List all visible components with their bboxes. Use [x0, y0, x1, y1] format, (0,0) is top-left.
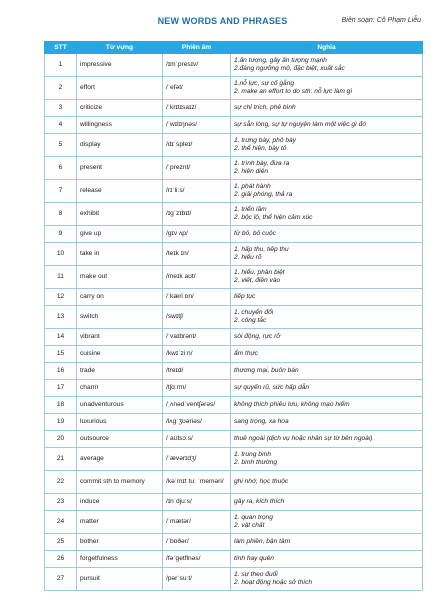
author-credit: Biên soạn: Cô Phạm Liễu: [341, 17, 421, 24]
row-number: 15: [45, 346, 77, 363]
meaning-line: 1. triển lãm: [234, 206, 267, 214]
phonetic-transcription: /ɪnˈdjuːs/: [163, 494, 231, 511]
meaning-cell: [231, 397, 423, 414]
row-number: 25: [45, 534, 77, 551]
meaning-cell: [231, 117, 423, 134]
vocabulary-word: vibrant: [77, 329, 163, 346]
table-body: [45, 54, 423, 591]
meaning-cell: [231, 203, 423, 226]
column-header-word: Từ vựng: [77, 42, 163, 54]
meaning-cell: [231, 134, 423, 157]
vocabulary-word: charm: [77, 380, 163, 397]
vocabulary-word: carry on: [77, 289, 163, 306]
meaning-cell: [231, 77, 423, 100]
meaning-line: tính hay quên: [234, 555, 274, 563]
meaning-line: 2. bình thường: [234, 459, 277, 466]
row-number: 20: [45, 431, 77, 448]
meaning-cell: [231, 346, 423, 363]
row-number: 8: [45, 203, 77, 226]
meaning-cell: [231, 266, 423, 289]
vocabulary-word: pursuit: [77, 568, 163, 591]
meaning-cell: [231, 511, 423, 534]
phonetic-transcription: /ɪmˈpresɪv/: [163, 54, 231, 77]
meaning-cell: [231, 329, 423, 346]
meaning-line: sôi động, rực rỡ: [234, 333, 281, 341]
vocabulary-word: willingness: [77, 117, 163, 134]
meaning-cell: [231, 226, 423, 243]
meaning-cell: [231, 157, 423, 180]
phonetic-transcription: /fəˈɡetflnəs/: [163, 551, 231, 568]
table-row: [45, 431, 423, 448]
vocabulary-word: effort: [77, 77, 163, 100]
meaning-line: không thích phiêu lưu, không mạo hiểm: [234, 401, 350, 409]
meaning-line: 1. chuyển đổi: [234, 309, 274, 317]
phonetic-transcription: /kəˈmɪt tuː ˈmeməri/: [163, 471, 231, 494]
meaning-cell: [231, 431, 423, 448]
vocabulary-word: trade: [77, 363, 163, 380]
row-number: 10: [45, 243, 77, 266]
meaning-line: gây ra, kích thích: [234, 498, 285, 506]
meaning-line: ẩm thực: [234, 350, 258, 358]
table-row: [45, 289, 423, 306]
vocabulary-word: make out: [77, 266, 163, 289]
vocabulary-word: give up: [77, 226, 163, 243]
meaning-cell: [231, 568, 423, 591]
vocabulary-word: present: [77, 157, 163, 180]
row-number: 6: [45, 157, 77, 180]
meaning-line: sự chỉ trích, phê bình: [234, 104, 296, 112]
row-number: 1: [45, 54, 77, 77]
table-row: [45, 551, 423, 568]
vocabulary-word: forgetfulness: [77, 551, 163, 568]
meaning-line: 2. vật chất: [234, 522, 265, 529]
meaning-line: 1. trình bày, đưa ra: [234, 160, 290, 168]
meaning-line: thuê ngoài (dịch vụ hoặc nhân sự từ bên ngoài): [234, 435, 373, 443]
row-number: 22: [45, 471, 77, 494]
row-number: 23: [45, 494, 77, 511]
meaning-line: 1. quan trọng: [234, 514, 273, 522]
meaning-line: 1. hiểu, phân biệt: [234, 269, 285, 277]
vocabulary-word: bother: [77, 534, 163, 551]
phonetic-transcription: /ˈefət/: [163, 77, 231, 100]
phonetic-transcription: /ˈævərɪdʒ/: [163, 448, 231, 471]
table-row: [45, 329, 423, 346]
row-number: 9: [45, 226, 77, 243]
phonetic-transcription: /ɡɪv ʌp/: [163, 226, 231, 243]
vocabulary-word: switch: [77, 306, 163, 329]
meaning-line: 2. công tắc: [234, 317, 267, 324]
phonetic-transcription: /lʌɡˈʒʊəriəs/: [163, 414, 231, 431]
meaning-line: 1. sự theo đuổi: [234, 571, 278, 579]
meaning-line: 1. trưng bày, phô bày: [234, 137, 296, 145]
meaning-line: 2. bộc lộ, thể hiện cảm xúc: [234, 214, 313, 221]
vocabulary-word: matter: [77, 511, 163, 534]
meaning-line: 2. thể hiện, bày tỏ: [234, 145, 287, 152]
vocabulary-word: display: [77, 134, 163, 157]
table-row: [45, 534, 423, 551]
meaning-cell: [231, 180, 423, 203]
page-title: NEW WORDS AND PHRASES: [157, 16, 288, 26]
table-row: [45, 397, 423, 414]
meaning-line: 2. giải phóng, thả ra: [234, 191, 293, 198]
vocabulary-word: take in: [77, 243, 163, 266]
row-number: 18: [45, 397, 77, 414]
row-number: 5: [45, 134, 77, 157]
row-number: 27: [45, 568, 77, 591]
meaning-line: sự sẵn lòng, sự tự nguyện làm một việc gì đó: [234, 121, 367, 129]
meaning-line: sự quyến rũ, sức hấp dẫn: [234, 384, 310, 392]
row-number: 14: [45, 329, 77, 346]
table-header-row: [45, 42, 423, 54]
table-row: [45, 346, 423, 363]
table-row: [45, 54, 423, 77]
phonetic-transcription: /ɪɡˈzɪbɪt/: [163, 203, 231, 226]
table-row: [45, 117, 423, 134]
table-row: [45, 363, 423, 380]
vocabulary-word: unadventurous: [77, 397, 163, 414]
row-number: 26: [45, 551, 77, 568]
column-header-meaning: Nghĩa: [231, 42, 423, 54]
column-header-stt: STT: [45, 42, 77, 54]
table-row: [45, 568, 423, 591]
phonetic-transcription: /meɪk aʊt/: [163, 266, 231, 289]
meaning-line: 2. hoạt động hoặc sở thích: [234, 579, 313, 586]
row-number: 3: [45, 100, 77, 117]
vocabulary-word: induce: [77, 494, 163, 511]
row-number: 4: [45, 117, 77, 134]
phonetic-transcription: /rɪˈliːs/: [163, 180, 231, 203]
phonetic-transcription: /ˈvaɪbrənt/: [163, 329, 231, 346]
row-number: 19: [45, 414, 77, 431]
meaning-line: 1. trung bình: [234, 451, 272, 459]
row-number: 11: [45, 266, 77, 289]
vocabulary-word: exhibit: [77, 203, 163, 226]
meaning-line: 2. make an effort to do sth: nỗ lực làm gì: [234, 88, 353, 95]
meaning-cell: [231, 551, 423, 568]
vocabulary-word: cuisine: [77, 346, 163, 363]
row-number: 24: [45, 511, 77, 534]
vocabulary-word: outsource: [77, 431, 163, 448]
meaning-line: 2.đáng ngưỡng mộ, đặc biệt, xuất sắc: [234, 65, 345, 72]
meaning-cell: [231, 54, 423, 77]
phonetic-transcription: /ˈbɒðər/: [163, 534, 231, 551]
row-number: 13: [45, 306, 77, 329]
phonetic-transcription: /ˈwɪlɪŋnəs/: [163, 117, 231, 134]
meaning-cell: [231, 448, 423, 471]
phonetic-transcription: /swɪtʃ/: [163, 306, 231, 329]
phonetic-transcription: /ˌʌnədˈventʃərəs/: [163, 397, 231, 414]
vocabulary-word: commit sth to memory: [77, 471, 163, 494]
phonetic-transcription: /kwɪˈziːn/: [163, 346, 231, 363]
row-number: 12: [45, 289, 77, 306]
table-row: [45, 414, 423, 431]
vocabulary-word: criticize: [77, 100, 163, 117]
meaning-cell: [231, 534, 423, 551]
meaning-line: từ bỏ, bỏ cuộc: [234, 230, 276, 238]
meaning-cell: [231, 494, 423, 511]
table-row: [45, 494, 423, 511]
meaning-cell: [231, 471, 423, 494]
vocabulary-word: release: [77, 180, 163, 203]
meaning-line: 2. hiện diện: [234, 168, 269, 175]
table-row: [45, 100, 423, 117]
row-number: 16: [45, 363, 77, 380]
meaning-cell: [231, 243, 423, 266]
table-row: [45, 134, 423, 157]
meaning-line: 2. hiểu rõ: [234, 254, 262, 261]
vocabulary-word: average: [77, 448, 163, 471]
meaning-cell: [231, 100, 423, 117]
meaning-line: ghi nhớ, học thuộc: [234, 478, 289, 486]
table-row: [45, 448, 423, 471]
phonetic-transcription: /tʃɑːrm/: [163, 380, 231, 397]
table-row: [45, 471, 423, 494]
phonetic-transcription: /ˈpreznt/: [163, 157, 231, 180]
column-header-ipa: Phiên âm: [163, 42, 231, 54]
meaning-line: 1.nỗ lực, sự cố gắng: [234, 80, 295, 88]
phonetic-transcription: /dɪˈspleɪ/: [163, 134, 231, 157]
meaning-cell: [231, 380, 423, 397]
table-row: [45, 77, 423, 100]
vocabulary-word: impressive: [77, 54, 163, 77]
meaning-line: thương mại, buôn bán: [234, 367, 299, 375]
meaning-cell: [231, 306, 423, 329]
table-row: [45, 266, 423, 289]
meaning-line: 1. hấp thu, tiếp thu: [234, 246, 289, 254]
meaning-line: sang trọng, xa hoa: [234, 418, 289, 426]
row-number: 21: [45, 448, 77, 471]
phonetic-transcription: /ˈmætər/: [163, 511, 231, 534]
table-row: [45, 306, 423, 329]
row-number: 7: [45, 180, 77, 203]
meaning-cell: [231, 414, 423, 431]
meaning-cell: [231, 289, 423, 306]
table-row: [45, 380, 423, 397]
meaning-line: 1. phát hành: [234, 183, 271, 191]
vocabulary-table: [44, 41, 423, 591]
table-row: [45, 180, 423, 203]
phonetic-transcription: /teɪk ɪn/: [163, 243, 231, 266]
meaning-line: làm phiền, bận tâm: [234, 538, 291, 546]
row-number: 2: [45, 77, 77, 100]
phonetic-transcription: /ˈaʊtsɔːs/: [163, 431, 231, 448]
row-number: 17: [45, 380, 77, 397]
vocabulary-word: luxurious: [77, 414, 163, 431]
phonetic-transcription: /pərˈsuːt/: [163, 568, 231, 591]
meaning-line: 2. viết, điền vào: [234, 277, 281, 284]
table-row: [45, 203, 423, 226]
table-row: [45, 511, 423, 534]
meaning-cell: [231, 363, 423, 380]
phonetic-transcription: /ˈkrɪtɪsaɪz/: [163, 100, 231, 117]
meaning-line: 1.ấn tượng, gây ấn tượng mạnh: [234, 57, 327, 65]
phonetic-transcription: /ˈkæri ɒn/: [163, 289, 231, 306]
meaning-line: tiếp tục: [234, 293, 256, 301]
phonetic-transcription: /treɪd/: [163, 363, 231, 380]
table-row: [45, 243, 423, 266]
table-row: [45, 226, 423, 243]
table-row: [45, 157, 423, 180]
